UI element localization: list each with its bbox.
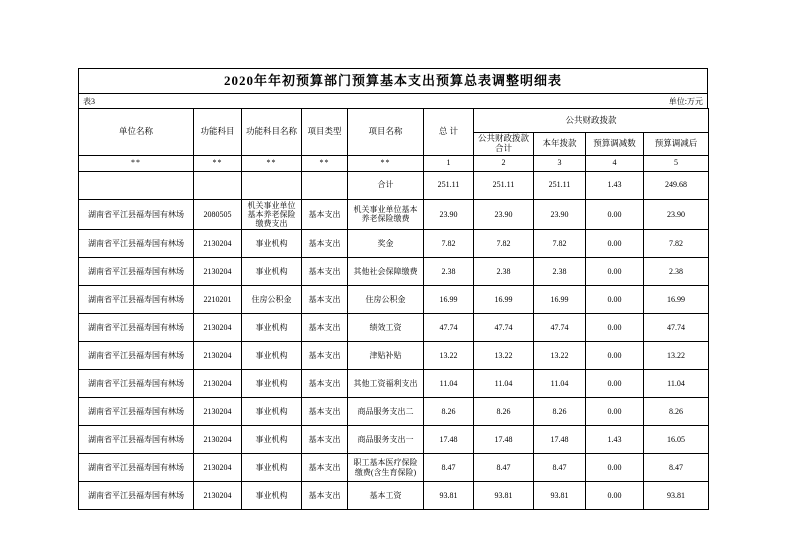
- cell-after: 16.05: [644, 426, 709, 454]
- budget-sheet: [78, 68, 708, 510]
- star-cell: **: [79, 155, 194, 171]
- cell-unit: 湖南省平江县福寿国有林场: [79, 426, 194, 454]
- cell-func-name: 事业机构: [242, 314, 302, 342]
- cell-unit: 湖南省平江县福寿国有林场: [79, 454, 194, 482]
- cell-total: 11.04: [424, 370, 474, 398]
- cell-year-budget: 11.04: [534, 370, 586, 398]
- cell-adjust: 0.00: [586, 258, 644, 286]
- cell-proj-name: 津贴补贴: [348, 342, 424, 370]
- cell-proj-type: 基本支出: [302, 286, 348, 314]
- cell-total: 47.74: [424, 314, 474, 342]
- column-number: 3: [534, 155, 586, 171]
- unit-label: 单位:万元: [668, 97, 703, 106]
- cell-after: 8.47: [644, 454, 709, 482]
- cell-adjust: 1.43: [586, 426, 644, 454]
- table-row: [79, 482, 709, 510]
- cell-total: 8.47: [424, 454, 474, 482]
- cell-total: 93.81: [424, 482, 474, 510]
- table-row: [79, 199, 709, 230]
- cell-total: 13.22: [424, 342, 474, 370]
- cell-unit: 湖南省平江县福寿国有林场: [79, 258, 194, 286]
- cell-proj-name: 商品服务支出一: [348, 426, 424, 454]
- cell-year-budget: 23.90: [534, 199, 586, 230]
- cell-total: 16.99: [424, 286, 474, 314]
- col-header-year-budget: 本年拨款: [534, 133, 586, 156]
- table-row: [79, 426, 709, 454]
- cell-func-name: 机关事业单位基本养老保险缴费支出: [242, 199, 302, 230]
- cell-gov-total: 47.74: [474, 314, 534, 342]
- star-cell: **: [194, 155, 242, 171]
- column-number: 1: [424, 155, 474, 171]
- column-number: 2: [474, 155, 534, 171]
- table-row: [79, 370, 709, 398]
- cell-after: 249.68: [644, 171, 709, 199]
- cell-proj-type: 基本支出: [302, 454, 348, 482]
- col-header-func-code: 功能科目: [194, 109, 242, 156]
- cell-year-budget: 251.11: [534, 171, 586, 199]
- table-row: [79, 258, 709, 286]
- cell-unit: 湖南省平江县福寿国有林场: [79, 342, 194, 370]
- cell-func-code: 2130204: [194, 370, 242, 398]
- cell-adjust: 0.00: [586, 398, 644, 426]
- cell-proj-name: 绩效工资: [348, 314, 424, 342]
- cell-func-name: 事业机构: [242, 258, 302, 286]
- table-body: [79, 171, 709, 510]
- cell-func-name: 事业机构: [242, 370, 302, 398]
- page-title: 2020年年初预算部门预算基本支出预算总表调整明细表: [78, 68, 708, 93]
- cell-gov-total: 8.47: [474, 454, 534, 482]
- cell-adjust: 0.00: [586, 314, 644, 342]
- cell-gov-total: 7.82: [474, 230, 534, 258]
- cell-after: 93.81: [644, 482, 709, 510]
- cell-year-budget: 16.99: [534, 286, 586, 314]
- cell-year-budget: 7.82: [534, 230, 586, 258]
- cell-func-code: 2210201: [194, 286, 242, 314]
- cell-proj-type: 基本支出: [302, 482, 348, 510]
- cell-unit: 湖南省平江县福寿国有林场: [79, 286, 194, 314]
- cell-unit: 湖南省平江县福寿国有林场: [79, 370, 194, 398]
- cell-unit: 湖南省平江县福寿国有林场: [79, 199, 194, 230]
- cell-gov-total: 2.38: [474, 258, 534, 286]
- cell-year-budget: 2.38: [534, 258, 586, 286]
- cell-gov-total: 8.26: [474, 398, 534, 426]
- cell-gov-total: 16.99: [474, 286, 534, 314]
- col-header-func-name: 功能科目名称: [242, 109, 302, 156]
- cell-proj-name: 其他工资福利支出: [348, 370, 424, 398]
- table-row: [79, 314, 709, 342]
- table-row: [79, 398, 709, 426]
- cell-adjust: 0.00: [586, 286, 644, 314]
- cell-unit: 湖南省平江县福寿国有林场: [79, 398, 194, 426]
- cell-func-name: 事业机构: [242, 426, 302, 454]
- cell-after: 13.22: [644, 342, 709, 370]
- table-row: [79, 230, 709, 258]
- cell-gov-total: 251.11: [474, 171, 534, 199]
- cell-adjust: 0.00: [586, 342, 644, 370]
- cell-gov-total: 17.48: [474, 426, 534, 454]
- cell-gov-total: 11.04: [474, 370, 534, 398]
- cell-proj-name: 机关事业单位基本养老保险缴费: [348, 199, 424, 230]
- cell-adjust: 0.00: [586, 482, 644, 510]
- cell-proj-type: 基本支出: [302, 314, 348, 342]
- cell-func-code: 2130204: [194, 342, 242, 370]
- cell-total: 23.90: [424, 199, 474, 230]
- cell-unit: 湖南省平江县福寿国有林场: [79, 230, 194, 258]
- cell-proj-type: 基本支出: [302, 342, 348, 370]
- cell-after: 16.99: [644, 286, 709, 314]
- col-header-after: 预算调减后: [644, 133, 709, 156]
- cell-unit: [79, 171, 194, 199]
- cell-func-code: 2080505: [194, 199, 242, 230]
- cell-proj-name: 奖金: [348, 230, 424, 258]
- cell-year-budget: 47.74: [534, 314, 586, 342]
- sheet-label: 表3: [83, 97, 95, 106]
- cell-func-code: 2130204: [194, 258, 242, 286]
- cell-year-budget: 8.26: [534, 398, 586, 426]
- cell-after: 23.90: [644, 199, 709, 230]
- cell-total: 7.82: [424, 230, 474, 258]
- table-header-row-3: [79, 155, 709, 171]
- cell-func-code: [194, 171, 242, 199]
- cell-proj-type: 基本支出: [302, 398, 348, 426]
- cell-adjust: 0.00: [586, 199, 644, 230]
- col-header-unit: 单位名称: [79, 109, 194, 156]
- cell-after: 2.38: [644, 258, 709, 286]
- cell-proj-type: 基本支出: [302, 258, 348, 286]
- cell-total: 251.11: [424, 171, 474, 199]
- meta-bar: [78, 93, 708, 108]
- cell-func-name: 事业机构: [242, 230, 302, 258]
- cell-proj-name: 住房公积金: [348, 286, 424, 314]
- cell-proj-type: 基本支出: [302, 426, 348, 454]
- cell-year-budget: 13.22: [534, 342, 586, 370]
- cell-gov-total: 23.90: [474, 199, 534, 230]
- cell-gov-total: 13.22: [474, 342, 534, 370]
- cell-adjust: 0.00: [586, 454, 644, 482]
- col-header-total: 总 计: [424, 109, 474, 156]
- cell-total: 8.26: [424, 398, 474, 426]
- cell-func-name: 事业机构: [242, 482, 302, 510]
- star-cell: **: [302, 155, 348, 171]
- cell-after: 7.82: [644, 230, 709, 258]
- cell-proj-type: 基本支出: [302, 199, 348, 230]
- cell-unit: 湖南省平江县福寿国有林场: [79, 482, 194, 510]
- cell-year-budget: 8.47: [534, 454, 586, 482]
- column-number: 5: [644, 155, 709, 171]
- cell-func-code: 2130204: [194, 454, 242, 482]
- cell-adjust: 0.00: [586, 230, 644, 258]
- cell-after: 11.04: [644, 370, 709, 398]
- cell-after: 47.74: [644, 314, 709, 342]
- cell-func-name: [242, 171, 302, 199]
- cell-year-budget: 17.48: [534, 426, 586, 454]
- col-header-proj-type: 项目类型: [302, 109, 348, 156]
- col-header-proj-name: 项目名称: [348, 109, 424, 156]
- cell-func-code: 2130204: [194, 314, 242, 342]
- cell-func-name: 事业机构: [242, 342, 302, 370]
- budget-table: [78, 108, 709, 510]
- cell-proj-name: 基本工资: [348, 482, 424, 510]
- cell-proj-name: 合计: [348, 171, 424, 199]
- table-row: [79, 342, 709, 370]
- cell-proj-type: 基本支出: [302, 370, 348, 398]
- cell-total: 2.38: [424, 258, 474, 286]
- cell-proj-type: [302, 171, 348, 199]
- cell-proj-name: 职工基本医疗保险缴费(含生育保险): [348, 454, 424, 482]
- cell-gov-total: 93.81: [474, 482, 534, 510]
- star-cell: **: [242, 155, 302, 171]
- cell-func-code: 2130204: [194, 398, 242, 426]
- cell-func-code: 2130204: [194, 482, 242, 510]
- cell-proj-name: 其他社会保障缴费: [348, 258, 424, 286]
- cell-adjust: 1.43: [586, 171, 644, 199]
- cell-func-code: 2130204: [194, 230, 242, 258]
- table-row: [79, 286, 709, 314]
- cell-func-name: 事业机构: [242, 398, 302, 426]
- table-header-row-1: [79, 109, 709, 133]
- cell-total: 17.48: [424, 426, 474, 454]
- cell-func-name: 住房公积金: [242, 286, 302, 314]
- col-group-header-public-finance: 公共财政拨款: [474, 109, 709, 133]
- cell-unit: 湖南省平江县福寿国有林场: [79, 314, 194, 342]
- cell-proj-type: 基本支出: [302, 230, 348, 258]
- cell-func-code: 2130204: [194, 426, 242, 454]
- col-header-gov-total: 公共财政拨款合计: [474, 133, 534, 156]
- table-row: [79, 454, 709, 482]
- col-header-adjust: 预算调减数: [586, 133, 644, 156]
- cell-year-budget: 93.81: [534, 482, 586, 510]
- cell-func-name: 事业机构: [242, 454, 302, 482]
- cell-adjust: 0.00: [586, 370, 644, 398]
- star-cell: **: [348, 155, 424, 171]
- cell-proj-name: 商品服务支出二: [348, 398, 424, 426]
- column-number: 4: [586, 155, 644, 171]
- cell-after: 8.26: [644, 398, 709, 426]
- table-row-total: [79, 171, 709, 199]
